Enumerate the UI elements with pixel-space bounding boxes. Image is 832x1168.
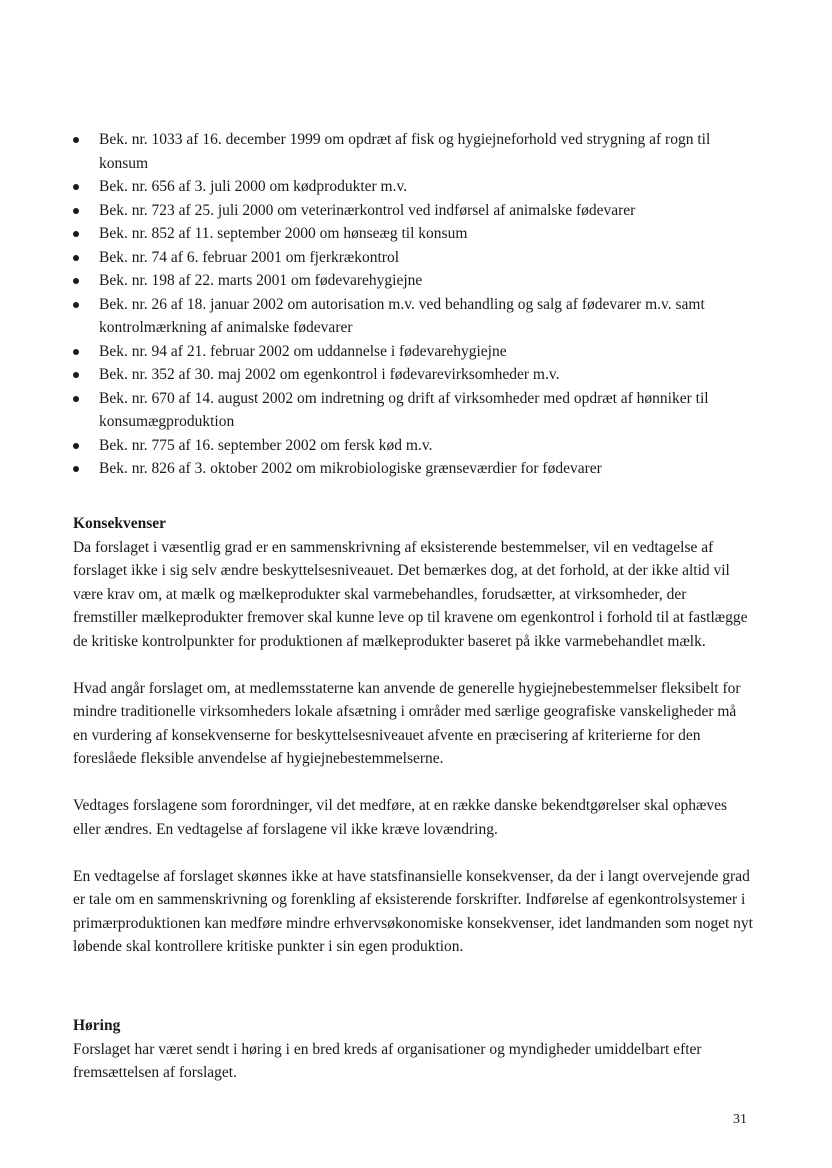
bullet-icon [73, 137, 79, 143]
bullet-icon [73, 208, 79, 214]
paragraph: Vedtages forslagene som forordninger, vil det medføre, at en række danske bekendtgørelser skal ophæves eller ændres. En vedtagelse af forslagene vil ikke kræve lovændring. [73, 797, 728, 838]
paragraph: Hvad angår forslaget om, at medlemsstaterne kan anvende de generelle hygiejnebestemmelser fleksibelt for mindre traditionelle virksomheders lokale afsætning i områder med særlige geografiske vanskeligheder må en vurdering af konsekvenserne for beskyttelsesniveauet afvente en præcisering af kriterierne for den foreslåede fleksible anvendelse af hygiejnebestemmelserne. [73, 679, 741, 767]
horing-section [73, 1014, 753, 1085]
list-item: Bek. nr. 198 af 22. marts 2001 om fødevarehygiejne [73, 269, 753, 293]
list-item: Bek. nr. 775 af 16. september 2002 om fersk kød m.v. [73, 434, 753, 458]
section-heading: Høring [73, 1017, 121, 1034]
list-item: Bek. nr. 656 af 3. juli 2000 om kødprodukter m.v. [73, 175, 753, 199]
list-item: Bek. nr. 670 af 14. august 2002 om indretning og drift af virksomheder med opdræt af hønniker til konsumægproduktion [73, 387, 753, 434]
bullet-icon [73, 443, 79, 449]
bullet-icon [73, 302, 79, 308]
bullet-icon [73, 349, 79, 355]
paragraph: Forslaget har været sendt i høring i en bred kreds af organisationer og myndigheder umiddelbart efter fremsættelsen af forslaget. [73, 1040, 702, 1081]
list-item: Bek. nr. 723 af 25. juli 2000 om veterinærkontrol ved indførsel af animalske fødevarer [73, 199, 753, 223]
bullet-icon [73, 255, 79, 261]
list-item: Bek. nr. 94 af 21. februar 2002 om uddannelse i fødevarehygiejne [73, 340, 753, 364]
section-heading: Konsekvenser [73, 515, 166, 532]
paragraph: Da forslaget i væsentlig grad er en sammenskrivning af eksisterende bestemmelser, vil en vedtagelse af forslaget ikke i sig selv ændre beskyttelsesniveauet. Det bemærkes dog, at det forhold, at der ikke altid vil være krav om, at mælk og mælkeprodukter skal varmebehandles, forudsætter, at virksomheder, der fremstiller mælkeprodukter fremover skal kunne leve op til kravene om egenkontrol i forhold til at fastlægge de kritiske kontrolpunkter for produktionen af mælkeprodukter baseret på ikke varmebehandlet mælk. [73, 538, 748, 650]
paragraph: En vedtagelse af forslaget skønnes ikke at have statsfinansielle konsekvenser, da der i langt overvejende grad er tale om en sammenskrivning og forenkling af eksisterende forskrifter. Indførelse af egenkontrolsystemer i primærproduktionen kan medføre mindre erhvervsøkonomiske konsekvenser, idet landmanden som noget nyt løbende skal kontrollere kritiske punkter i sin egen produktion. [73, 867, 753, 955]
bullet-icon [73, 396, 79, 402]
bullet-icon [73, 231, 79, 237]
bullet-icon [73, 184, 79, 190]
list-item: Bek. nr. 852 af 11. september 2000 om hønseæg til konsum [73, 222, 753, 246]
bullet-icon [73, 278, 79, 284]
page-number: 31 [733, 1112, 747, 1127]
list-item: Bek. nr. 352 af 30. maj 2002 om egenkontrol i fødevarevirksomheder m.v. [73, 363, 753, 387]
list-item: Bek. nr. 826 af 3. oktober 2002 om mikrobiologiske grænseværdier for fødevarer [73, 457, 753, 481]
konsekvenser-section [73, 512, 753, 959]
bekendtgorelse-list [73, 128, 753, 481]
bullet-icon [73, 372, 79, 378]
list-item: Bek. nr. 74 af 6. februar 2001 om fjerkrækontrol [73, 246, 753, 270]
list-item: Bek. nr. 26 af 18. januar 2002 om autorisation m.v. ved behandling og salg af fødevarer m.v. samt kontrolmærkning af animalske fødevarer [73, 293, 753, 340]
list-item: Bek. nr. 1033 af 16. december 1999 om opdræt af fisk og hygiejneforhold ved strygning af rogn til konsum [73, 128, 753, 175]
bullet-icon [73, 466, 79, 472]
